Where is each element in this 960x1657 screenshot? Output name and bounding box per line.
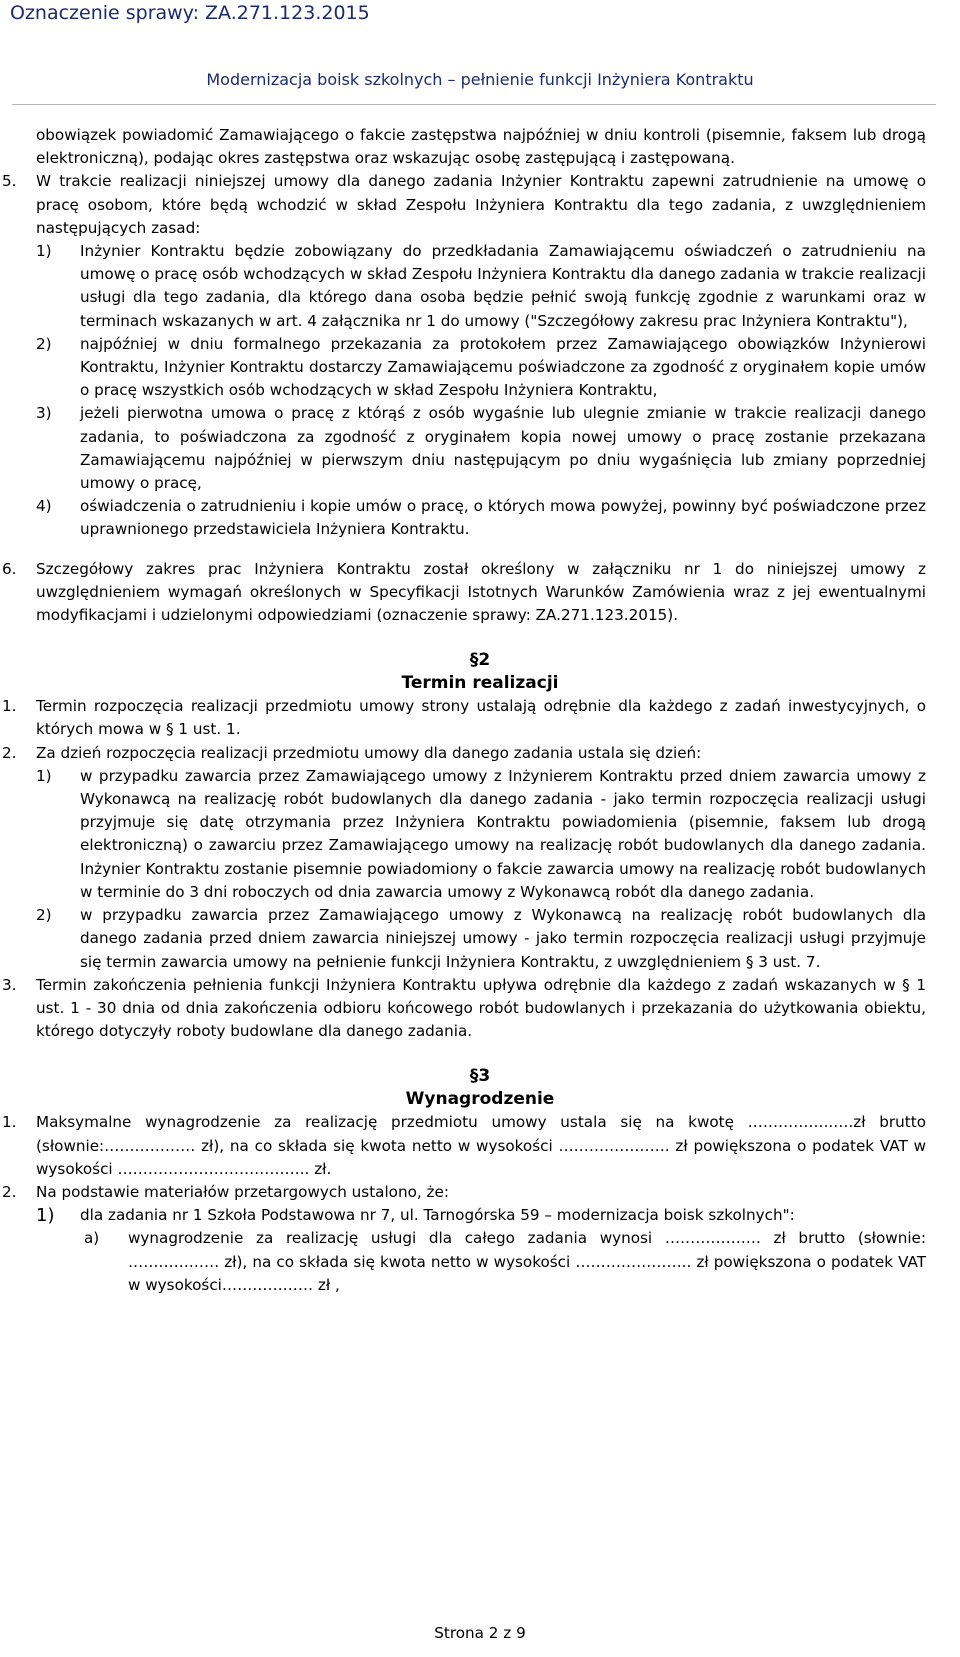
list-item-text: w przypadku zawarcia przez Zamawiającego umowy z Inżynierem Kontraktu przed dniem zawarcia umowy z Wykonawcą na realizację robót budowlanych dla danego zadania - jako termin rozpoczęcia realizacji usługi przyjmuje się datę otrzymania przez Inżyniera Kontraktu powiadomienia (pisemnie, faksem lub drogą elektroniczną) o zawarciu przez Zamawiającego umowy na realizację robót budowlanych dla danego zadania. Inżynier Kontraktu zostanie pisemnie powiadomiony o fakcie zawarcia umowy na realizację robót budowlanych w terminie do 3 dni roboczych od dnia zawarcia umowy z Wykonawcą robót dla danego zadania. [80,766,926,901]
list-item [36,333,926,403]
list-item-number: 4) [36,497,52,516]
list-item-text: dla zadania nr 1 Szkoła Podstawowa nr 7, ul. Tarnogórska 59 – modernizacja boisk szkolnych": [80,1206,795,1225]
list-item [36,904,926,974]
list-item-number: 1. [2,697,17,716]
section-2-title: Termin realizacji [401,673,559,694]
list-item [36,495,926,541]
list-item-number: 1. [2,1113,17,1132]
list-item-text: Termin rozpoczęcia realizacji przedmiotu umowy strony ustalają odrębnie dla każdego z zadań inwestycyjnych, o których mowa w § 1 ust. 1. [36,697,926,739]
list-item-text: Termin zakończenia pełnienia funkcji Inżyniera Kontraktu upływa odrębnie dla każdego z zadań wskazanych w § 1 ust. 1 - 30 dnia od dnia zakończenia odbioru końcowego robót budowlanych i przekazania do użytkowania obiektu, którego dotyczyły roboty budowlane dla danego zadania. [36,975,926,1041]
list-item [2,695,926,741]
list-item [36,240,926,333]
list-item-text: Na podstawie materiałów przetargowych ustalono, że: [36,1182,449,1201]
list-item-number: a) [84,1229,100,1248]
list-item-number: 3) [36,404,52,423]
list-item [36,1227,926,1297]
paragraph-number: 5. [2,172,17,191]
list-item-text: oświadczenia o zatrudnieniu i kopie umów o pracę, o których mowa powyżej, powinny być poświadczone przez uprawnionego przedstawiciela Inżyniera Kontraktu. [80,497,926,539]
list-item [2,1111,926,1181]
list-item-number: 1) [36,242,52,261]
project-title: Modernizacja boisk szkolnych – pełnienie funkcji Inżyniera Kontraktu [206,70,754,89]
list-item [36,765,926,904]
list-item-number: 1) [36,766,52,785]
section-3-title: Wynagrodzenie [405,1089,555,1110]
list-item-text: najpóźniej w dniu formalnego przekazania za protokołem przez Zamawiającego obowiązków Inżynierowi Kontraktu, Inżynier Kontraktu dostarczy Zamawiającemu poświadczone za zgodność z oryginałem kopie umów o pracę wszystkich osób wchodzących w skład Zespołu Inżyniera Kontraktu, [80,334,926,400]
list-item-text: jeżeli pierwotna umowa o pracę z którąś z osób wygaśnie lub ulegnie zmianie w trakcie realizacji danego zadania, to poświadczona za zgodność z oryginałem kopia nowej umowy o pracę zostanie przekazana Zamawiającemu najpóźniej w pierwszym dniu następującym po dniu wygaśnięcia lub zmiany poprzedniej umowy o pracę, [80,404,926,493]
list-item-text: wynagrodzenie za realizację usługi dla całego zadania wynosi ………………. zł brutto (słownie: ……………… zł), na co składa się kwota netto w wysokości ………………….. zł powiększona o podatek VAT w wysokości……………… zł , [128,1229,926,1294]
list-item [36,402,926,495]
paragraph-5 [2,170,926,240]
page-number: Strona 2 z 9 [434,1624,526,1642]
list-item-text: Za dzień rozpoczęcia realizacji przedmiotu umowy dla danego zadania ustala się dzień: [36,743,702,762]
list-item [2,1181,926,1204]
list-item [2,742,926,765]
list-item-number: 1) [36,1205,55,1227]
paragraph-text: Szczegółowy zakres prac Inżyniera Kontraktu został określony w załączniku nr 1 do niniejszej umowy z uwzględnieniem wymagań określonych w Specyfikacji Istotnych Warunków Zamówienia wraz z jej ewentualnymi modyfikacjami i udzielonymi odpowiedziami (oznaczenie sprawy: ZA.271.123.2015). [36,559,926,625]
paragraph-text: W trakcie realizacji niniejszej umowy dla danego zadania Inżynier Kontraktu zapewni zatrudnienie na umowę o pracę osobom, które będą wchodzić w skład Zespołu Inżyniera Kontraktu dla tego zadania, z uwzględnieniem następujących zasad: [36,172,926,237]
list-item-number: 2. [2,743,17,762]
section-3-symbol: §3 [469,1066,491,1087]
list-item-number: 2) [36,334,52,353]
list-item-number: 3. [2,975,17,994]
list-item-text: w przypadku zawarcia przez Zamawiającego umowy z Wykonawcą na realizację robót budowlanych dla danego zadania przed dniem zawarcia niniejszej umowy - jako termin rozpoczęcia realizacji usługi przyjmuje się termin zawarcia umowy na pełnienie funkcji Inżyniera Kontraktu, z uwzględnieniem § 3 ust. 7. [80,906,926,971]
list-item-number: 2) [36,906,52,925]
list-item-number: 2. [2,1182,17,1201]
list-item-text: Inżynier Kontraktu będzie zobowiązany do przedkładania Zamawiającemu oświadczeń o zatrudnieniu na umowę o pracę osób wchodzących w skład Zespołu Inżyniera Kontraktu dla danego zadania w trakcie realizacji usługi dla tego zadania, dla którego dana osoba będzie pełnić swoją funkcję zgodnie z warunkami oraz w terminach wskazanych w art. 4 załącznika nr 1 do umowy ("Szczegółowy zakresu prac Inżyniera Kontraktu"), [80,242,926,330]
paragraph-6 [2,558,926,628]
list-item [36,1204,926,1227]
list-item-text: Maksymalne wynagrodzenie za realizację przedmiotu umowy ustala się na kwotę ……………..….zł brutto (słownie:……………… zł), na co składa się kwota netto w wysokości …………………. zł powiększona o podatek VAT w wysokości ……………………………….. zł. [36,1113,926,1178]
case-reference: Oznaczenie sprawy: ZA.271.123.2015 [10,2,370,24]
section-2-symbol: §2 [469,650,491,671]
continuation-paragraph: obowiązek powiadomić Zamawiającego o fakcie zastępstwa najpóźniej w dniu kontroli (pisemnie, faksem lub drogą elektroniczną), podając okres zastępstwa oraz wskazując osobę zastępującą i zastępowaną. [36,126,926,168]
header-divider [12,104,936,105]
list-item [2,974,926,1044]
document-body [0,124,960,1297]
paragraph-number: 6. [2,559,17,578]
